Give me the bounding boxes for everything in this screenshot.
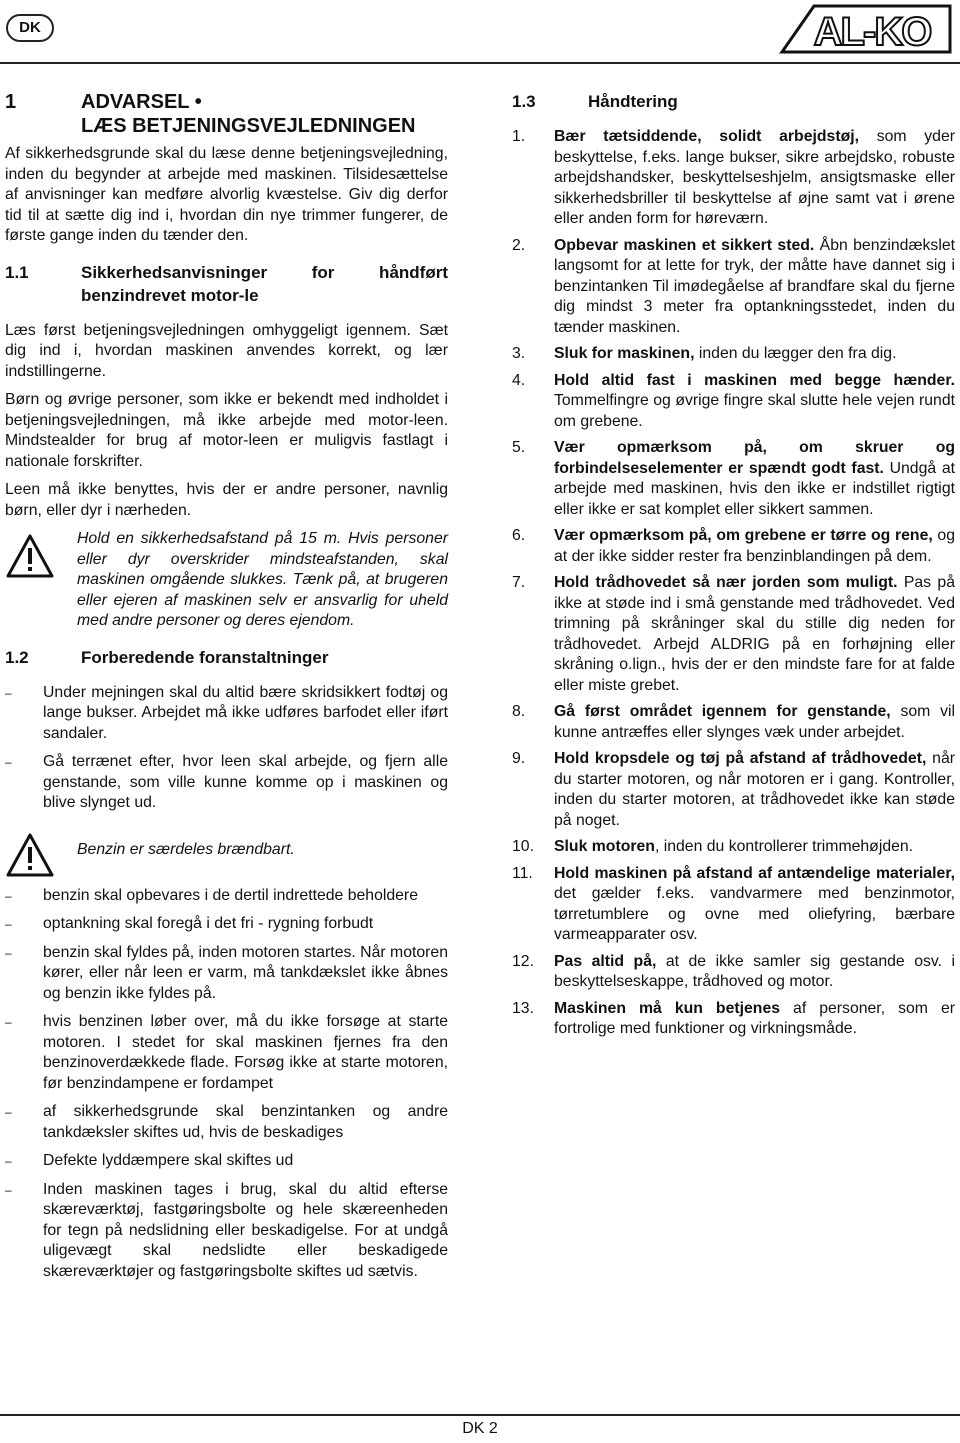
svg-text:AL-KO: AL-KO: [813, 10, 931, 54]
list-item: – optankning skal foregå i det fri - rygning forbudt: [5, 914, 448, 935]
language-badge: DK: [6, 14, 54, 42]
list-item: 9. Hold kropsdele og tøj på afstand af trådhovedet, når du starter motoren, og når motoren er i gang. Kontroller, inden du starter motoren, at trådhovedet ikke kan støde på noget.: [512, 750, 955, 829]
list-item: 10. Sluk motoren, inden du kontrollerer trimmehøjden.: [512, 838, 914, 855]
warning-distance: [5, 529, 448, 632]
petrol-list: [5, 886, 448, 1283]
list-item: 5. Vær opmærksom på, om skruer og forbindelseselementer er spændt godt fast. Undgå at arbejde med maskinen, hvis den ikke er indstillet rigtigt eller ikke er sat komplet eller sikkert sammen.: [512, 439, 955, 518]
dash-bullet: –: [5, 917, 12, 931]
list-item: – Defekte lyddæmpere skal skiftes ud: [5, 1151, 448, 1172]
dash-bullet: –: [5, 1182, 12, 1197]
list-item: 7. Hold trådhovedet så nær jorden som muligt. Pas på ikke at støde ind i små genstande med trådhovedet. Ved trimning på skråninger skal du stille dig neden for trådhovedet. Arbejd ALDRIG på en forhøjning eller skråning o.lign., hvis der er den mindste fare for at falde eller miste grebet.: [512, 574, 955, 694]
list-item: 8. Gå først området igennem for genstande, som vil kunne antræffes eller slynges væk under arbejdet.: [512, 703, 955, 741]
section-1-3-number: 1.3: [512, 92, 536, 111]
list-item: – benzin skal fyldes på, inden motoren startes. Når motoren kører, eller når leen er varm, må tankdækslet ikke åbnes og benzin ikke fyldes på.: [5, 943, 448, 1005]
paragraph-read-manual: Læs først betjeningsvejledningen omhyggeligt igennem. Sæt dig ind i, hvordan maskinen anvendes korrekt, og lær indstillingerne.: [5, 321, 448, 380]
paragraph-others-nearby: Leen må ikke benyttes, hvis der er andre personer, navnlig børn, eller dyr i nærheden.: [5, 481, 448, 519]
page-number: DK 2: [462, 1420, 498, 1437]
list-item: 12. Pas altid på, at de ikke samler sig gestande osv. i beskyttelseskappe, trådhoved og motor.: [512, 952, 955, 990]
warning-distance-text: Hold en sikkerhedsafstand på 15 m. Hvis personer eller dyr overskrider mindsteafstanden, skal maskinen omgående slukkes. Tænk på, at brugeren eller ejeren af maskinen selv er ansvarlig for uheld med andre personer og deres ejendom.: [77, 530, 448, 629]
section-1-heading: [5, 90, 448, 138]
warning-petrol: [5, 828, 448, 876]
list-item: 3. Sluk for maskinen, inden du lægger den fra dig.: [512, 345, 897, 362]
list-item: – benzin skal opbevares i de dertil indrettede beholdere: [5, 886, 448, 907]
section-1-1-number: 1.1: [5, 262, 29, 282]
page-footer: [0, 1410, 960, 1443]
footer-rule: [0, 1414, 960, 1416]
section-1-title-line2: LÆS BETJENINGSVEJLEDNINGEN: [81, 115, 416, 137]
warning-triangle-icon: [5, 832, 55, 878]
intro-paragraph: Af sikkerhedsgrunde skal du læse denne betjeningsvejledning, inden du begynder at arbejde med maskinen. Tilsidesættelse af anvisninger kan medføre alvorlig kvæstelse. Giv dig derfor tid til at sætte dig ind i, hvordan din nye trimmer fungerer, de første gange inden du tænder den.: [5, 145, 448, 244]
dash-bullet: –: [5, 685, 12, 700]
section-1-2-title: Forberedende foranstaltninger: [81, 647, 329, 667]
list-item: 6. Vær opmærksom på, om grebene er tørre og rene, og at der ikke sidder rester fra benzinblandingen på dem.: [512, 527, 955, 565]
right-column: [512, 90, 955, 1046]
warning-petrol-text: Benzin er særdeles brændbart.: [77, 840, 295, 858]
header-rule: [0, 62, 960, 64]
list-item: 4. Hold altid fast i maskinen med begge hænder. Tommelfingre og øvrige fingre skal slutte hele vejen rundt om grebene.: [512, 371, 955, 430]
left-column: [5, 90, 448, 1290]
list-item: – Gå terrænet efter, hvor leen skal arbejde, og fjern alle genstande, som ville kunne komme op i maskinen og blive slynget ud.: [5, 752, 448, 814]
list-item: 13. Maskinen må kun betjenes af personer, som er fortrolige med funktioner og virkningsmåde.: [512, 999, 955, 1037]
section-1-3-title: Håndtering: [588, 92, 678, 111]
list-item: – Inden maskinen tages i brug, skal du altid efterse skæreværktøj, fastgøringsbolte og hele skæreenheden for tegn på nedslidning eller beskadigelse. For at undgå uligevægt skal nedslidte eller beskadigede skæreværktøjer og fastgøringsbolte skiftes ud sætvis.: [5, 1180, 448, 1283]
list-item: 2. Opbevar maskinen et sikkert sted. Åbn benzindækslet langsomt for at lette for tryk, der måtte have dannet sig i benzintanken Til imødegåelse af brandfare skal du fjerne dig mindst 3 meter fra optankningsstedet, inden du tænder maskinen.: [512, 236, 955, 336]
list-item: – af sikkerhedsgrunde skal benzintanken og andre tankdæksler skiftes ud, hvis de beskadiges: [5, 1102, 448, 1143]
list-item: – hvis benzinen løber over, må du ikke forsøge at starte motoren. I stedet for skal maskinen fjernes fra den benzinoverdækkede flade. Forsøg ikke at starte motoren, før benzindampene er fordampet: [5, 1012, 448, 1094]
section-1-1-heading: [5, 261, 448, 307]
dash-bullet: –: [5, 1154, 12, 1168]
dash-bullet: –: [5, 1015, 12, 1029]
section-1-2-number: 1.2: [5, 647, 29, 667]
section-1-number: 1: [5, 91, 17, 113]
section-1-title-line1: ADVARSEL •: [81, 91, 202, 113]
list-item: – Under mejningen skal du altid bære skridsikkert fodtøj og lange bukser. Arbejdet må ikke udføres barfodet eller iført sandaler.: [5, 683, 448, 745]
dash-bullet: –: [5, 945, 12, 960]
page-header: [0, 0, 960, 66]
preparation-list: [5, 683, 448, 814]
list-item: 11. Hold maskinen på afstand af antændelige materialer, det gælder f.eks. vandvarmere med benzinmotor, tørretumblere og ovne med oliefyring, bærbare varmeapparater osv.: [512, 864, 955, 943]
dash-bullet: –: [5, 755, 12, 769]
handling-list: [512, 127, 955, 1040]
section-1-2-heading: [5, 646, 448, 669]
list-item: 1. Bær tætsiddende, solidt arbejdstøj, som yder beskyttelse, f.eks. lange bukser, sikre arbejdsko, robuste arbejdshandsker, beskyttelseshjelm, ansigtsmaske eller sikkerhedsbriller til beskyttelse af øjne samt vat i ørene eller anden form for høreværn.: [512, 128, 955, 227]
warning-triangle-icon: [5, 533, 55, 579]
dash-bullet: –: [5, 1105, 12, 1119]
dash-bullet: –: [5, 888, 12, 903]
section-1-1-title: Sikkerhedsanvisninger for håndført benzindrevet motor-le: [81, 262, 448, 305]
alko-logo: [774, 2, 954, 58]
section-1-3-heading: [512, 90, 955, 113]
paragraph-children: Børn og øvrige personer, som ikke er bekendt med indholdet i betjeningsvejledningen, må ikke arbejde med motor-leen. Mindstealder for brug af motor-leen er muligvis fastlagt i nationale forskrifter.: [5, 391, 448, 470]
